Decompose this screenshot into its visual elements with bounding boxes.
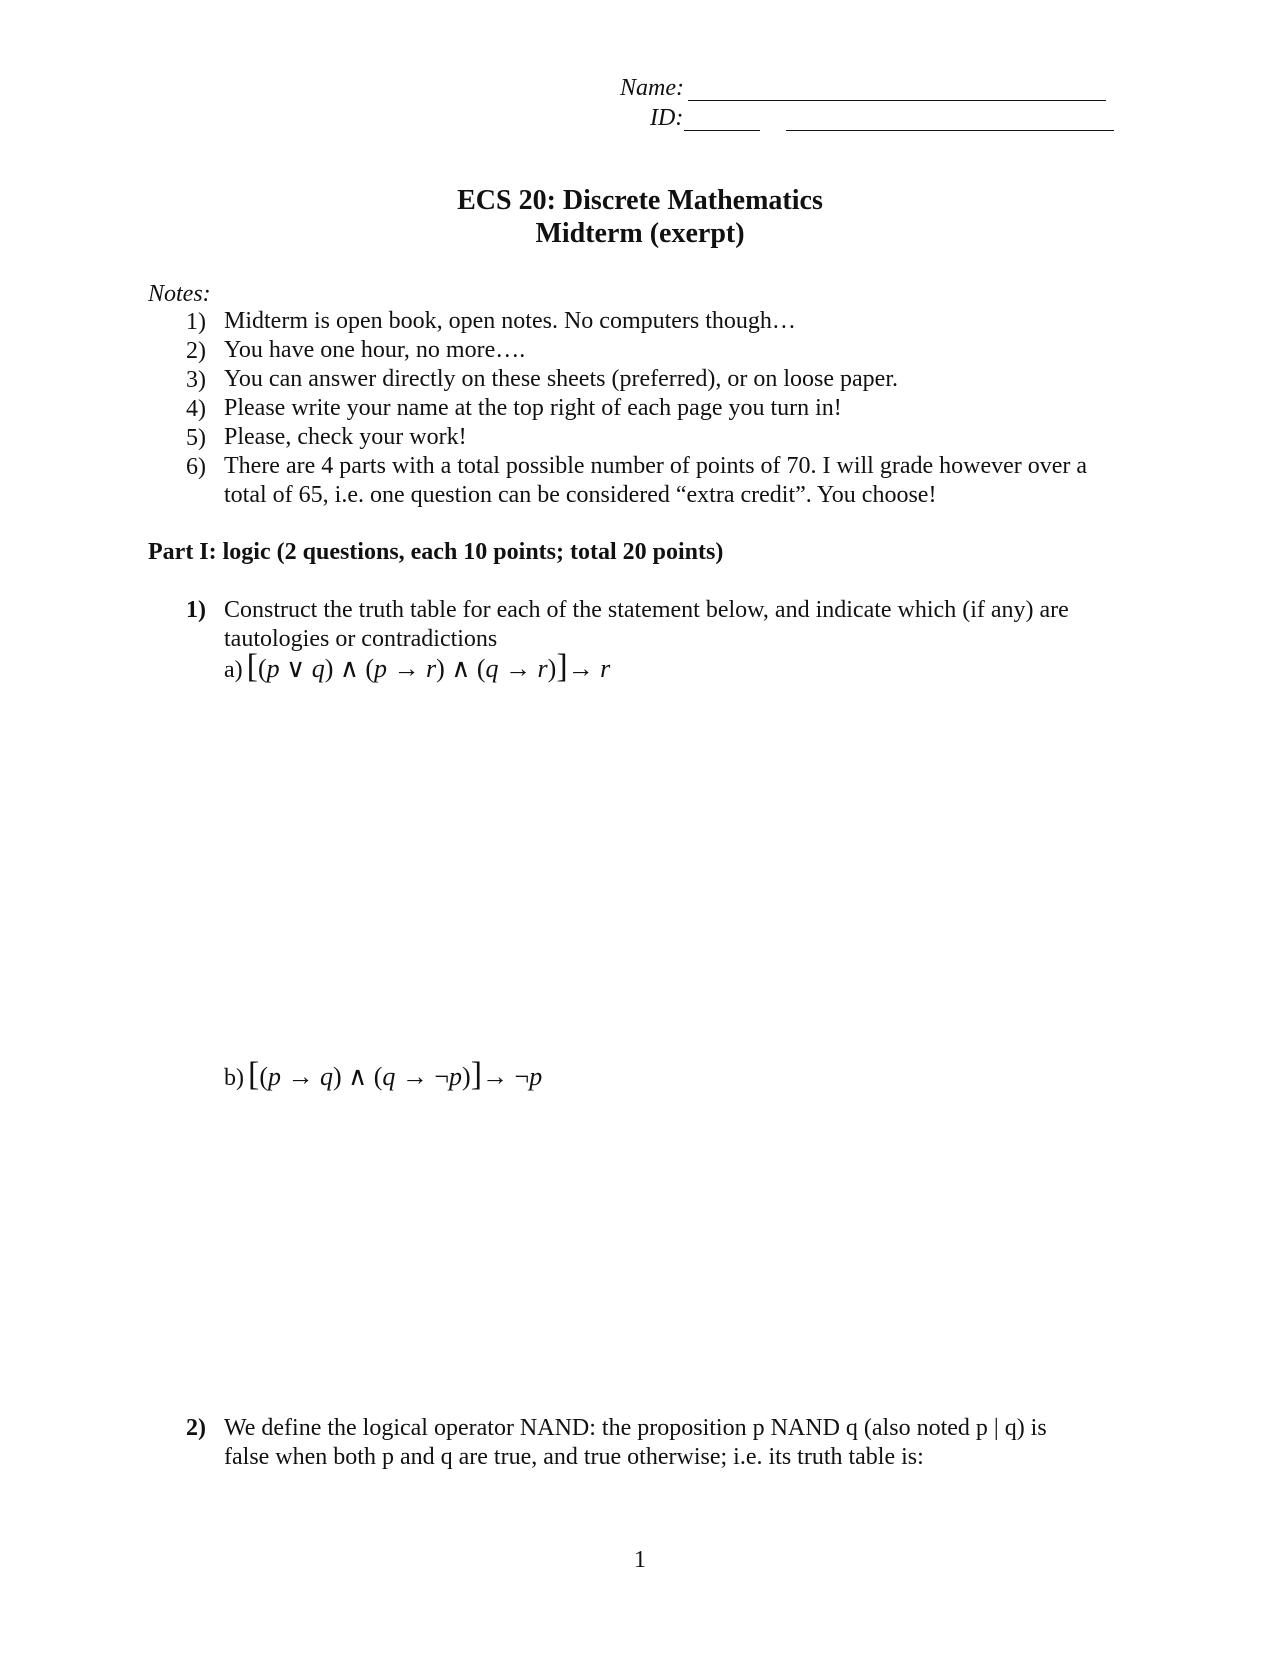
note-number: 6) [186,454,206,480]
q1b-formula [224,1056,543,1093]
q1a-expression: [(p ∨ q) ∧ (p → r) ∧ (q → r)]→ r [246,648,611,685]
note-text: There are 4 parts with a total possible number of points of 70. I will grade however over a total of 65, i.e. one question can be considered “extra credit”. You choose! [224,453,1088,508]
q2-text-line1: We define the logical operator NAND: the proposition p NAND q (also noted p | q) is [224,1415,1047,1441]
note-number: 2) [186,338,206,364]
note-number: 4) [186,396,206,422]
note-text: Please, check your work! [224,424,467,450]
id-underline-short [684,130,760,131]
q1a-formula [224,648,611,685]
name-underline [688,100,1106,101]
q2-number: 2) [186,1415,206,1441]
q1-number: 1) [186,597,206,623]
id-underline-long [786,130,1114,131]
note-number: 1) [186,309,206,335]
notes-heading: Notes: [148,281,211,307]
note-text: Please write your name at the top right of each page you turn in! [224,395,842,421]
exam-title: ECS 20: Discrete Mathematics [457,185,823,216]
q1a-label: a) [224,657,243,683]
part1-heading: Part I: logic (2 questions, each 10 points; total 20 points) [148,539,724,565]
note-text: Midterm is open book, open notes. No computers though… [224,308,796,334]
q1b-expression: [(p → q) ∧ (q → ¬p)]→ ¬p [248,1056,543,1093]
q1b-label: b) [224,1065,244,1091]
q1-text-line1: Construct the truth table for each of the statement below, and indicate which (if any) are [224,597,1069,623]
note-text: You have one hour, no more…. [224,337,526,363]
name-label: Name: [620,75,684,101]
note-number: 3) [186,367,206,393]
exam-subtitle: Midterm (exerpt) [535,218,745,249]
id-label: ID: [650,105,684,131]
note-text: You can answer directly on these sheets (preferred), or on loose paper. [224,366,899,392]
note-number: 5) [186,425,206,451]
q2-text-line2: false when both p and q are true, and true otherwise; i.e. its truth table is: [224,1444,924,1470]
page-number: 1 [634,1547,646,1573]
q1-text-line2: tautologies or contradictions [224,626,498,652]
